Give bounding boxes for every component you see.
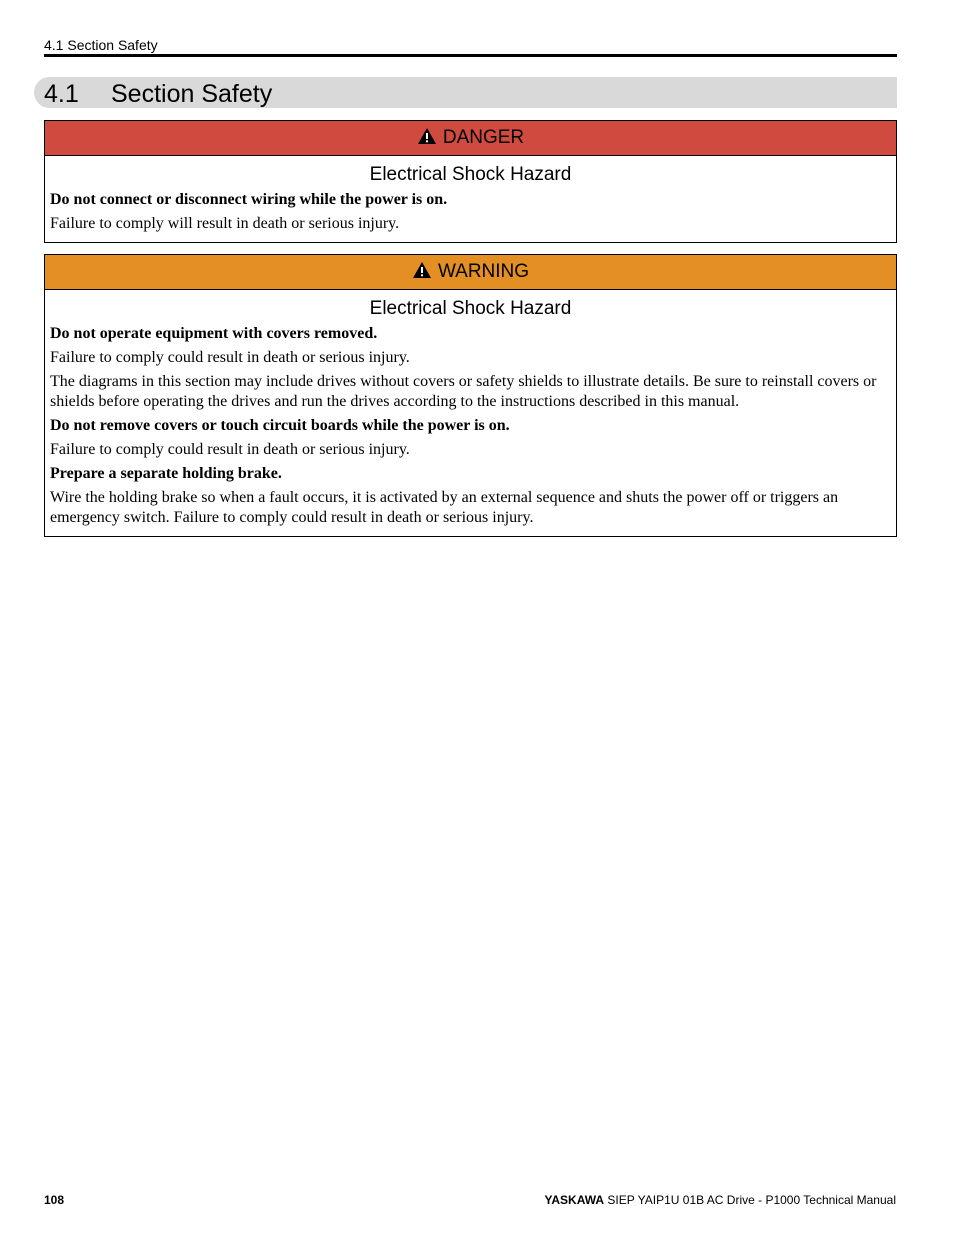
page-number: 108 xyxy=(44,1193,65,1207)
warning-paragraph: Wire the holding brake so when a fault occurs, it is activated by an external sequence and shuts the power off or triggers an emergency switch. Failure to comply could result in death or serious injury. xyxy=(50,489,839,526)
danger-box xyxy=(44,120,897,243)
danger-paragraph: Failure to comply will result in death or serious injury. xyxy=(50,215,400,232)
danger-label: DANGER xyxy=(442,127,525,148)
danger-subtitle: Electrical Shock Hazard xyxy=(369,164,572,185)
section-title-text: Section Safety xyxy=(111,80,273,108)
header-rule xyxy=(44,54,897,57)
section-number: 4.1 xyxy=(44,80,79,108)
warning-header xyxy=(45,255,896,290)
warning-box xyxy=(44,254,897,537)
warning-paragraph: The diagrams in this section may include drives without covers or safety shields to illustrate details. Be sure to reinstall covers or shields before operating the drives and run the drives according to the instructions described in this manual. xyxy=(50,373,877,410)
warning-paragraph: Prepare a separate holding brake. xyxy=(50,465,282,482)
warning-paragraph: Do not remove covers or touch circuit boards while the power is on. xyxy=(50,417,510,434)
warning-paragraph: Do not operate equipment with covers removed. xyxy=(50,325,378,342)
footer-document: SIEP YAIP1U 01B AC Drive - P1000 Technical Manual xyxy=(607,1193,896,1207)
section-title xyxy=(44,79,272,110)
danger-paragraph: Do not connect or disconnect wiring while the power is on. xyxy=(50,191,448,208)
running-header: 4.1 Section Safety xyxy=(44,37,158,53)
warning-triangle-icon xyxy=(412,261,432,285)
danger-header xyxy=(45,121,896,156)
warning-triangle-icon xyxy=(417,127,437,151)
warning-paragraph: Failure to comply could result in death or serious injury. xyxy=(50,349,410,366)
footer-document-title xyxy=(544,1193,896,1207)
footer-brand: YASKAWA xyxy=(544,1193,605,1207)
warning-subtitle: Electrical Shock Hazard xyxy=(369,298,572,319)
warning-paragraph: Failure to comply could result in death or serious injury. xyxy=(50,441,410,458)
warning-label: WARNING xyxy=(437,261,530,282)
